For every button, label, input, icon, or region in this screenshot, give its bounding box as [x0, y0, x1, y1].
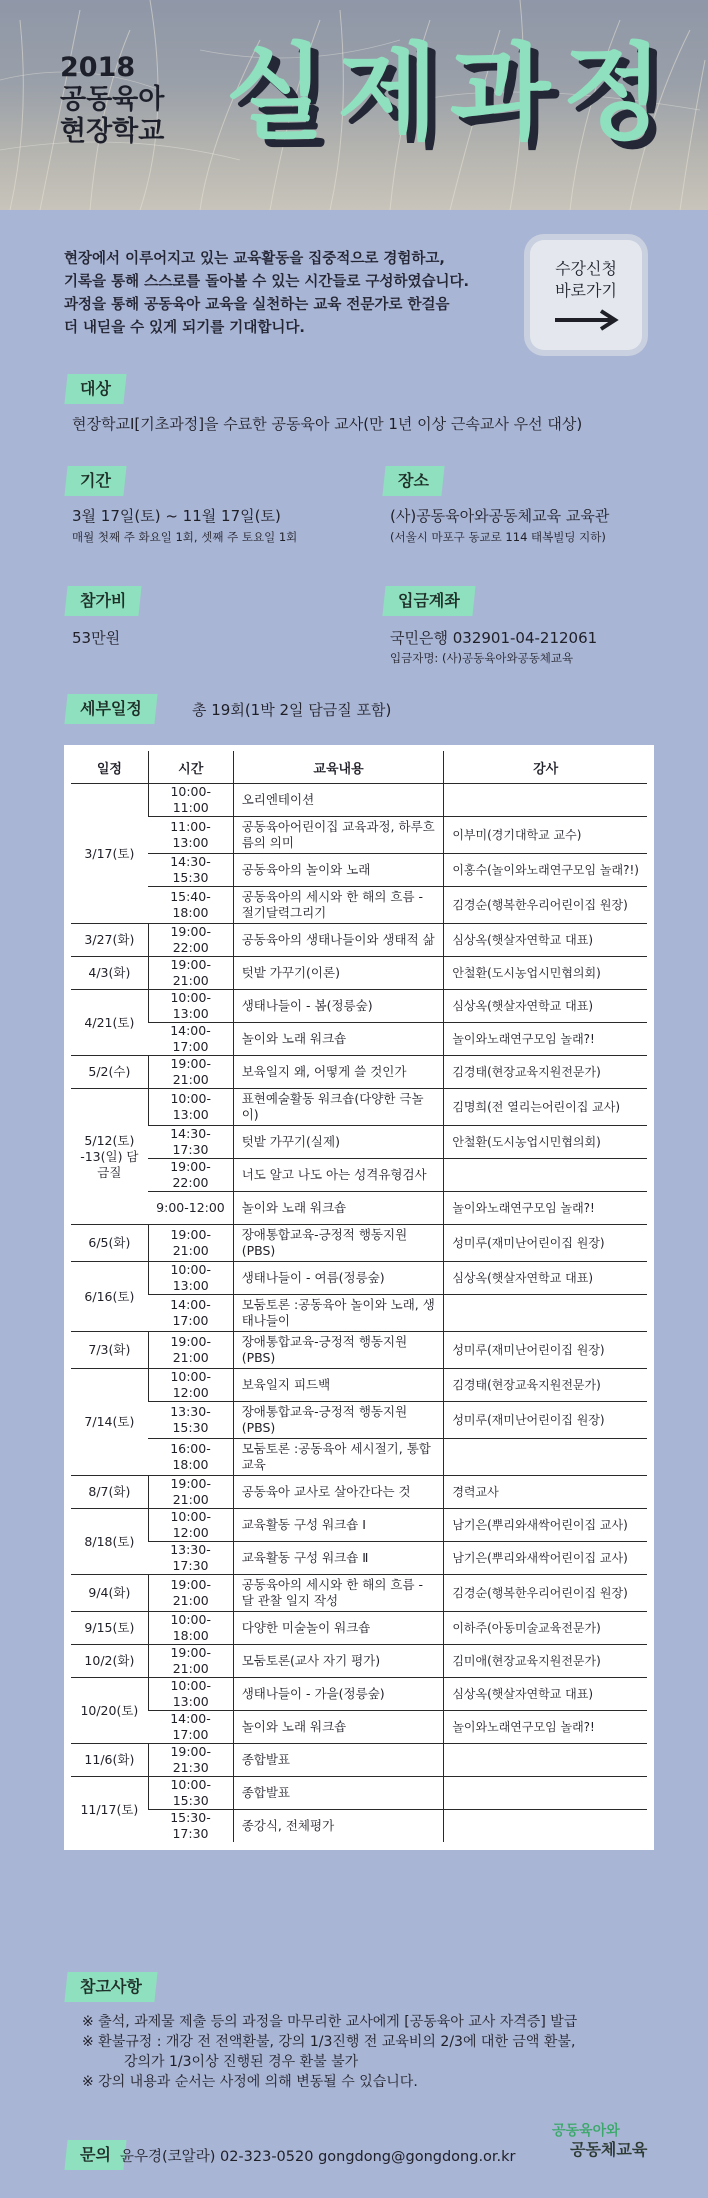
arrow-right-icon — [530, 308, 642, 336]
cell-content: 공동육아의 생태나들이와 생태적 삶 — [233, 924, 444, 957]
cell-time: 10:00-18:00 — [148, 1612, 233, 1645]
cell-time: 19:00-21:00 — [148, 1056, 233, 1089]
cell-lecturer: 놀이와노래연구모임 놀래?! — [444, 1192, 647, 1225]
cell-date: 3/27(화) — [71, 924, 148, 957]
table-row — [71, 1225, 647, 1262]
table-row — [71, 957, 647, 990]
cell-time: 10:00-13:00 — [148, 990, 233, 1023]
target-text: 현장학교Ⅰ[기초과정]을 수료한 공동육아 교사(만 1년 이상 근속교사 우선 대상) — [72, 415, 583, 433]
notes-list — [82, 2012, 682, 2092]
header-year-block — [60, 52, 164, 148]
note-item: ※ 환불규정 : 개강 전 전액환불, 강의 1/3진행 전 교육비의 2/3에 대한 금액 환불, — [82, 2034, 576, 2050]
header-banner — [0, 0, 708, 210]
table-row — [71, 1711, 647, 1744]
cell-lecturer: 안철환(도시농업시민협의회) — [444, 957, 647, 990]
logo-line2: 공동체교육 — [570, 2140, 648, 2159]
cell-lecturer: 김경태(현장교육지원전문가) — [444, 1056, 647, 1089]
cell-lecturer — [444, 1810, 647, 1843]
cell-time: 15:30-17:30 — [148, 1810, 233, 1843]
cell-content: 공동육아어린이집 교육과정, 하루흐름의 의미 — [233, 817, 444, 854]
contact-text: 윤우경(코알라) 02-323-0520 gongdong@gongdong.or.kr — [120, 2149, 516, 2165]
table-row — [71, 1777, 647, 1810]
column-header-content: 교육내용 — [233, 751, 444, 784]
cell-content: 모둠토론(교사 자기 평가) — [233, 1645, 444, 1678]
cell-date: 10/2(화) — [71, 1645, 148, 1678]
period-subtext: 매월 첫째 주 화요일 1회, 셋째 주 토요일 1회 — [72, 530, 298, 544]
cell-lecturer — [444, 1777, 647, 1810]
fee-text: 53만원 — [72, 629, 121, 647]
cell-content: 놀이와 노래 워크숍 — [233, 1023, 444, 1056]
table-row — [71, 1056, 647, 1089]
table-header-row — [71, 751, 647, 784]
table-row — [71, 924, 647, 957]
cell-time: 9:00-12:00 — [148, 1192, 233, 1225]
cell-date: 8/18(토) — [71, 1509, 148, 1575]
cell-content: 종합발표 — [233, 1777, 444, 1810]
table-row — [71, 1645, 647, 1678]
apply-button-line1: 수강신청 — [555, 259, 617, 278]
table-row — [71, 990, 647, 1023]
cell-time: 10:00-12:00 — [148, 1509, 233, 1542]
table-row — [71, 1810, 647, 1843]
cell-lecturer — [444, 1159, 647, 1192]
cell-content: 오리엔테이션 — [233, 784, 444, 817]
schedule-summary: 총 19회(1박 2일 담금질 포함) — [192, 701, 392, 719]
cell-time: 19:00-21:30 — [148, 1744, 233, 1777]
organization-logo — [548, 2122, 658, 2182]
cell-content: 너도 알고 나도 아는 성격유형검사 — [233, 1159, 444, 1192]
cell-time: 19:00-21:00 — [148, 1645, 233, 1678]
header-org-line2: 현장학교 — [60, 116, 165, 147]
cell-lecturer: 이부미(경기대학교 교수) — [444, 817, 647, 854]
cell-content: 놀이와 노래 워크숍 — [233, 1192, 444, 1225]
section-label-place: 장소 — [382, 466, 444, 496]
table-row — [71, 1192, 647, 1225]
cell-time: 10:00-12:00 — [148, 1369, 233, 1402]
table-row — [71, 1575, 647, 1612]
cell-content: 공동육아의 놀이와 노래 — [233, 854, 444, 887]
cell-lecturer: 김경순(행복한우리어린이집 원장) — [444, 887, 647, 924]
cell-lecturer: 이홍수(놀이와노래연구모임 놀래?!) — [444, 854, 647, 887]
account-text: 국민은행 032901-04-212061 — [390, 629, 598, 647]
section-label-contact: 문의 — [64, 2140, 126, 2170]
table-row — [71, 1126, 647, 1159]
intro-line: 기록을 통해 스스로를 돌아볼 수 있는 시간들로 구성하였습니다. — [64, 274, 470, 290]
cell-date: 8/7(화) — [71, 1476, 148, 1509]
cell-lecturer: 심상옥(햇살자연학교 대표) — [444, 1262, 647, 1295]
cell-content: 교육활동 구성 워크숍 Ⅱ — [233, 1542, 444, 1575]
cell-time: 19:00-21:00 — [148, 1575, 233, 1612]
cell-time: 10:00-13:00 — [148, 1678, 233, 1711]
cell-lecturer: 김경순(행복한우리어린이집 원장) — [444, 1575, 647, 1612]
cell-time: 14:00-17:00 — [148, 1023, 233, 1056]
cell-lecturer: 김명희(전 열리는어린이집 교사) — [444, 1089, 647, 1126]
schedule-table-body — [71, 784, 647, 1843]
intro-line: 현장에서 이루어지고 있는 교육활동을 집중적으로 경험하고, — [64, 251, 445, 267]
column-header-time: 시간 — [148, 751, 233, 784]
apply-button-line2: 바로가기 — [555, 281, 617, 300]
table-row — [71, 1509, 647, 1542]
table-row — [71, 1159, 647, 1192]
note-item: ※ 출석, 과제물 제출 등의 과정을 마무리한 교사에게 [공동육아 교사 자격증] 발급 — [82, 2014, 578, 2030]
cell-time: 10:00-11:00 — [148, 784, 233, 817]
place-subtext: (서울시 마포구 동교로 114 태복빌딩 지하) — [390, 530, 606, 544]
section-label-fee: 참가비 — [64, 586, 142, 616]
cell-time: 10:00-15:30 — [148, 1777, 233, 1810]
cell-time: 10:00-13:00 — [148, 1262, 233, 1295]
table-row — [71, 1295, 647, 1332]
cell-lecturer: 경력교사 — [444, 1476, 647, 1509]
apply-button[interactable] — [530, 240, 642, 350]
cell-time: 19:00-21:00 — [148, 1476, 233, 1509]
cell-date: 3/17(토) — [71, 784, 148, 924]
cell-lecturer: 성미루(재미난어린이집 원장) — [444, 1402, 647, 1439]
table-row — [71, 1402, 647, 1439]
cell-content: 종합발표 — [233, 1744, 444, 1777]
cell-date: 7/3(화) — [71, 1332, 148, 1369]
table-row — [71, 1542, 647, 1575]
cell-content: 모둠토론 :공동육아 놀이와 노래, 생태나들이 — [233, 1295, 444, 1332]
header-org-line1: 공동육아 — [60, 84, 165, 115]
cell-date: 7/14(토) — [71, 1369, 148, 1476]
cell-content: 보육일지 피드백 — [233, 1369, 444, 1402]
table-row — [71, 1612, 647, 1645]
cell-lecturer: 놀이와노래연구모임 놀래?! — [444, 1023, 647, 1056]
cell-lecturer: 남기은(뿌리와새싹어린이집 교사) — [444, 1509, 647, 1542]
place-text: (사)공동육아와공동체교육 교육관 — [390, 507, 610, 525]
cell-lecturer — [444, 1439, 647, 1476]
cell-content: 놀이와 노래 워크숍 — [233, 1711, 444, 1744]
cell-content: 장애통합교육-긍정적 행동지원(PBS) — [233, 1402, 444, 1439]
cell-content: 텃밭 가꾸기(이론) — [233, 957, 444, 990]
note-item: 강의가 1/3이상 진행된 경우 환불 불가 — [124, 2054, 359, 2070]
cell-lecturer — [444, 784, 647, 817]
cell-date: 10/20(토) — [71, 1678, 148, 1744]
column-header-lecturer: 강사 — [444, 751, 647, 784]
apply-button-label — [530, 258, 642, 302]
schedule-table-container — [64, 745, 654, 1850]
intro-text — [64, 248, 524, 340]
cell-content: 보육일지 왜, 어떻게 쓸 것인가 — [233, 1056, 444, 1089]
account-subtext: 입금자명: (사)공동육아와공동체교육 — [390, 651, 574, 665]
section-label-account: 입금계좌 — [382, 586, 475, 616]
table-row — [71, 1744, 647, 1777]
cell-time: 19:00-21:00 — [148, 957, 233, 990]
table-row — [71, 1332, 647, 1369]
cell-date: 9/15(토) — [71, 1612, 148, 1645]
section-label-schedule: 세부일정 — [64, 694, 157, 724]
section-label-target: 대상 — [64, 374, 126, 404]
cell-content: 생태나들이 - 봄(정릉숲) — [233, 990, 444, 1023]
table-row — [71, 1262, 647, 1295]
table-row — [71, 854, 647, 887]
table-row — [71, 784, 647, 817]
cell-lecturer: 남기은(뿌리와새싹어린이집 교사) — [444, 1542, 647, 1575]
intro-line: 과정을 통해 공동육아 교육을 실천하는 교육 전문가로 한걸음 — [64, 297, 450, 313]
table-row — [71, 1678, 647, 1711]
cell-content: 텃밭 가꾸기(실제) — [233, 1126, 444, 1159]
cell-content: 생태나들이 - 가을(정릉숲) — [233, 1678, 444, 1711]
cell-time: 10:00-13:00 — [148, 1089, 233, 1126]
schedule-table — [71, 751, 647, 1842]
page-title: 실제과정 — [225, 32, 675, 154]
cell-date: 4/3(화) — [71, 957, 148, 990]
cell-lecturer: 성미루(재미난어린이집 원장) — [444, 1332, 647, 1369]
table-row — [71, 1089, 647, 1126]
cell-date: 5/2(수) — [71, 1056, 148, 1089]
cell-lecturer — [444, 1295, 647, 1332]
table-row — [71, 1439, 647, 1476]
cell-time: 14:00-17:00 — [148, 1711, 233, 1744]
cell-date: 6/16(토) — [71, 1262, 148, 1332]
table-row — [71, 817, 647, 854]
logo-line1: 공동육아와 — [552, 2123, 620, 2139]
table-row — [71, 1369, 647, 1402]
cell-lecturer: 심상옥(햇살자연학교 대표) — [444, 1678, 647, 1711]
cell-time: 19:00-21:00 — [148, 1225, 233, 1262]
section-label-notes: 참고사항 — [64, 1972, 157, 2002]
cell-date: 4/21(토) — [71, 990, 148, 1056]
cell-time: 16:00-18:00 — [148, 1439, 233, 1476]
cell-date: 6/5(화) — [71, 1225, 148, 1262]
cell-time: 14:30-15:30 — [148, 854, 233, 887]
cell-time: 14:00-17:00 — [148, 1295, 233, 1332]
cell-time: 14:30-17:30 — [148, 1126, 233, 1159]
table-row — [71, 1476, 647, 1509]
cell-content: 공동육아의 세시와 한 해의 흐름 - 달 관찰 일지 작성 — [233, 1575, 444, 1612]
cell-date: 5/12(토) -13(일) 담금질 — [71, 1089, 148, 1225]
cell-lecturer: 놀이와노래연구모임 놀래?! — [444, 1711, 647, 1744]
cell-lecturer: 심상옥(햇살자연학교 대표) — [444, 924, 647, 957]
section-label-period: 기간 — [64, 466, 126, 496]
cell-content: 표현예술활동 워크숍(다양한 극놀이) — [233, 1089, 444, 1126]
cell-content: 생태나들이 - 여름(정릉숲) — [233, 1262, 444, 1295]
cell-date: 11/17(토) — [71, 1777, 148, 1843]
cell-content: 공동육아 교사로 살아간다는 것 — [233, 1476, 444, 1509]
cell-content: 모둠토론 :공동육아 세시절기, 통합교육 — [233, 1439, 444, 1476]
cell-lecturer: 이하주(아동미술교육전문가) — [444, 1612, 647, 1645]
cell-time: 19:00-22:00 — [148, 924, 233, 957]
header-year: 2018 — [60, 52, 136, 83]
cell-date: 9/4(화) — [71, 1575, 148, 1612]
cell-date: 11/6(화) — [71, 1744, 148, 1777]
cell-content: 종강식, 전체평가 — [233, 1810, 444, 1843]
cell-time: 19:00-22:00 — [148, 1159, 233, 1192]
cell-lecturer: 안철환(도시농업시민협의회) — [444, 1126, 647, 1159]
column-header-date: 일정 — [71, 751, 148, 784]
cell-lecturer: 김경태(현장교육지원전문가) — [444, 1369, 647, 1402]
cell-lecturer: 심상옥(햇살자연학교 대표) — [444, 990, 647, 1023]
note-item: ※ 강의 내용과 순서는 사정에 의해 변동될 수 있습니다. — [82, 2074, 418, 2090]
intro-line: 더 내딛을 수 있게 되기를 기대합니다. — [64, 320, 305, 336]
cell-content: 장애통합교육-긍정적 행동지원(PBS) — [233, 1225, 444, 1262]
table-row — [71, 1023, 647, 1056]
cell-content: 교육활동 구성 워크숍 Ⅰ — [233, 1509, 444, 1542]
cell-time: 15:40-18:00 — [148, 887, 233, 924]
cell-time: 13:30-15:30 — [148, 1402, 233, 1439]
cell-lecturer: 김미애(현장교육지원전문가) — [444, 1645, 647, 1678]
cell-lecturer — [444, 1744, 647, 1777]
cell-content: 공동육아의 세시와 한 해의 흐름 - 절기달력그리기 — [233, 887, 444, 924]
period-text: 3월 17일(토) ~ 11월 17일(토) — [72, 507, 281, 525]
cell-time: 13:30-17:30 — [148, 1542, 233, 1575]
table-row — [71, 887, 647, 924]
cell-lecturer: 성미루(재미난어린이집 원장) — [444, 1225, 647, 1262]
cell-content: 장애통합교육-긍정적 행동지원(PBS) — [233, 1332, 444, 1369]
cell-time: 11:00-13:00 — [148, 817, 233, 854]
cell-content: 다양한 미술놀이 워크숍 — [233, 1612, 444, 1645]
cell-time: 19:00-21:00 — [148, 1332, 233, 1369]
